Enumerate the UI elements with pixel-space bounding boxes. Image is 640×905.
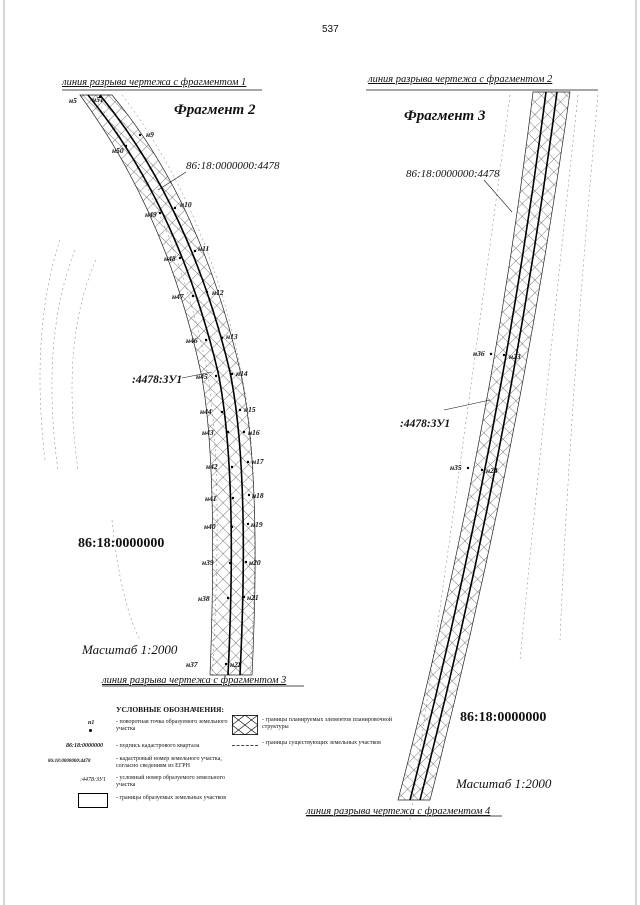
point-label: н48 bbox=[164, 254, 176, 263]
point-label: н46 bbox=[186, 336, 198, 345]
legend-symbol-cadastral: 86:18:0000000:4478 bbox=[48, 759, 91, 764]
point-label: н47 bbox=[172, 292, 184, 301]
point-label: н17 bbox=[252, 457, 264, 466]
break-line-label-f2-top: линия разрыва чертежа с фрагментом 1 bbox=[62, 77, 247, 88]
point-label: н14 bbox=[236, 369, 248, 378]
hatch-swatch-icon bbox=[232, 715, 258, 735]
break-line-label-f2-bottom: линия разрыва чертежа с фрагментом 3 bbox=[102, 675, 287, 686]
point-label: н23 bbox=[509, 352, 521, 361]
planned-structure-corridor-f3 bbox=[398, 92, 570, 800]
point-label: н5 bbox=[69, 96, 77, 105]
legend-text-zu: - условный номер образуемого земельного участка bbox=[116, 775, 225, 788]
point-label: н21 bbox=[247, 593, 259, 602]
cadastral-quarter-f3: 86:18:0000000 bbox=[460, 710, 547, 725]
point-marker-icon bbox=[89, 729, 92, 732]
legend-symbol-zu: :4478:ЗУ1 bbox=[80, 777, 106, 783]
scale-f3: Масштаб 1:2000 bbox=[456, 776, 552, 791]
point-label: н9 bbox=[146, 130, 154, 139]
parcel-label-f3: :4478:ЗУ1 bbox=[400, 418, 451, 430]
scale-f2: Масштаб 1:2000 bbox=[82, 642, 178, 657]
point-label: н20 bbox=[249, 558, 261, 567]
point-label: н43 bbox=[202, 428, 214, 437]
point-label: н39 bbox=[202, 558, 214, 567]
point-label: н22 bbox=[230, 660, 242, 669]
cadastral-number-f3: 86:18:0000000:4478 bbox=[406, 168, 500, 180]
point-label: н24 bbox=[486, 466, 498, 475]
point-label: н42 bbox=[206, 462, 218, 471]
legend-text-point: - поворотная точка образуемого земельного участка bbox=[116, 719, 228, 732]
legend-title: УСЛОВНЫЕ ОБОЗНАЧЕНИЯ: bbox=[116, 705, 224, 714]
existing-boundary-swatch bbox=[232, 745, 258, 746]
point-label: н45 bbox=[196, 372, 208, 381]
point-label: н40 bbox=[204, 522, 216, 531]
break-line-label-f3-bottom: линия разрыва чертежа с фрагментом 4 bbox=[306, 806, 491, 817]
legend-symbol-point: н1 bbox=[88, 720, 95, 726]
point-label: н41 bbox=[205, 494, 217, 503]
point-label: н19 bbox=[251, 520, 263, 529]
point-label: н18 bbox=[252, 491, 264, 500]
legend-text-parcel-boundary: - границы образуемых земельных участков bbox=[116, 795, 227, 801]
fragment-3-title: Фрагмент 3 bbox=[404, 108, 486, 124]
point-label: н36 bbox=[473, 349, 485, 358]
point-label: н44 bbox=[200, 407, 212, 416]
cadastral-quarter-f2: 86:18:0000000 bbox=[78, 536, 165, 551]
point-label: н12 bbox=[212, 288, 224, 297]
point-label: н49 bbox=[145, 210, 157, 219]
legend-text-planned-structure: - границы планируемых элементов планировочной структуры bbox=[262, 717, 392, 730]
point-label: н51 bbox=[92, 95, 104, 104]
point-label: н15 bbox=[244, 405, 256, 414]
legend-symbol-quarter: 86:18:0000000 bbox=[66, 743, 103, 749]
point-label: н13 bbox=[226, 332, 238, 341]
legend-text-cadastral: - кадастровый номер земельного участка, согласно сведениям из ЕГРН bbox=[116, 756, 222, 769]
point-label: н50 bbox=[112, 146, 124, 155]
point-label: н38 bbox=[198, 594, 210, 603]
legend-text-existing-parcels: - границы существующих земельных участков bbox=[262, 740, 381, 746]
page-number: 537 bbox=[322, 24, 339, 35]
fragment-2-title: Фрагмент 2 bbox=[174, 102, 256, 118]
parcel-label-f2: :4478:ЗУ1 bbox=[132, 374, 183, 386]
point-label: н10 bbox=[180, 200, 192, 209]
cadastral-number-f2: 86:18:0000000:4478 bbox=[186, 160, 280, 172]
parcel-boundary-swatch bbox=[78, 793, 108, 808]
point-label: н35 bbox=[450, 463, 462, 472]
point-label: н11 bbox=[198, 244, 210, 253]
point-label: н16 bbox=[248, 428, 260, 437]
leader-zu-f3 bbox=[444, 400, 490, 410]
point-label: н37 bbox=[186, 660, 198, 669]
break-line-label-f3-top: линия разрыва чертежа с фрагментом 2 bbox=[368, 74, 553, 85]
legend-text-quarter: - подпись кадастрового квартала bbox=[116, 743, 200, 749]
